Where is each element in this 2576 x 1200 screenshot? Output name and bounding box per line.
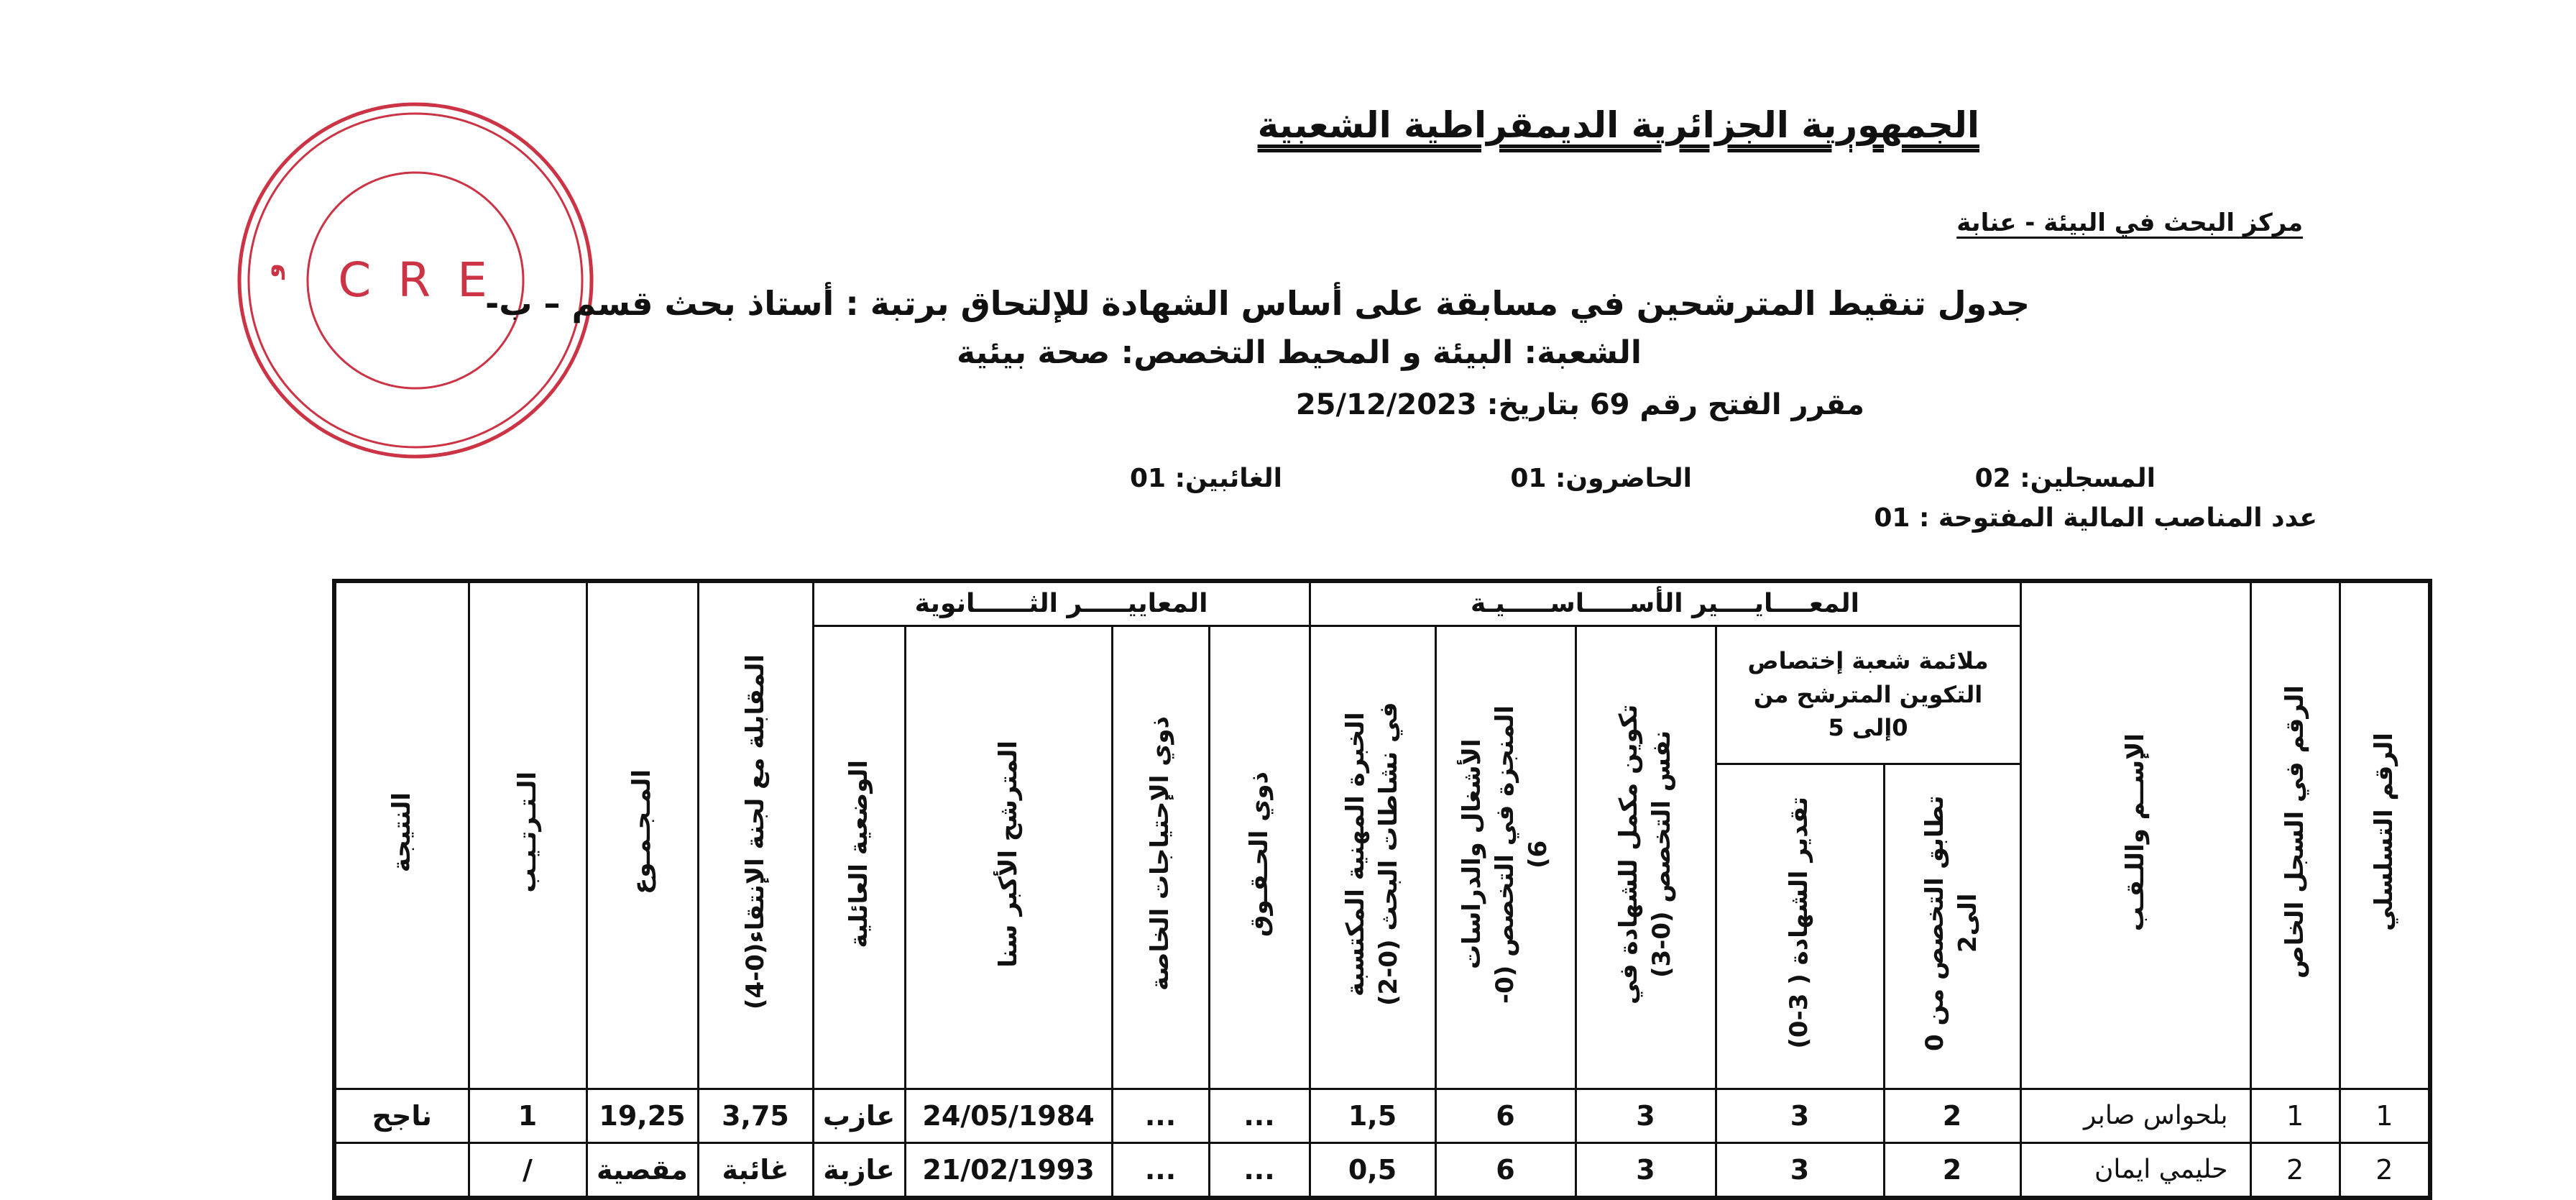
decision-line: مقرر الفتح رقم 69 بتاريخ: 25/12/2023: [1295, 388, 1864, 421]
cell-serial: 2: [2340, 1142, 2430, 1198]
branch-specialty-line: الشعبة: البيئة و المحيط التخصص: صحة بيئية: [956, 334, 1642, 371]
header-secondary-criteria: المعاييـــــر الثــــــانوية: [813, 581, 1310, 626]
open-positions-count: عدد المناصب المالية المفتوحة : 01: [1874, 503, 2317, 533]
header-training: تكوين مكمل للشهادة في نفس التخصص (0-3): [1576, 626, 1716, 1089]
cell-rank: 1: [469, 1089, 586, 1142]
header-total: المـجـمـوع: [586, 581, 698, 1089]
cell-rights: ...: [1209, 1089, 1310, 1142]
cell-register: 2: [2250, 1142, 2340, 1198]
cell-works: 6: [1435, 1089, 1576, 1142]
cell-rank: /: [469, 1142, 586, 1198]
cell-name: بلحواس صابر: [2020, 1089, 2250, 1142]
header-experience: الخبرة المهنية المكتسبة في نشاطات البحث (0-2): [1310, 626, 1435, 1089]
cell-result: ناجح: [334, 1089, 469, 1142]
cell-special-needs: ...: [1112, 1089, 1209, 1142]
absent-count: الغائبين: 01: [1129, 464, 1282, 493]
cell-spec-match: 2: [1884, 1089, 2020, 1142]
scoring-table: [332, 579, 2432, 1200]
table-row: [334, 1142, 2430, 1198]
header-works: الأشغال والدراسات المنجزة في التخصص (0-6): [1435, 626, 1576, 1089]
header-relevance: ملائمة شعبة إختصاص التكوين المترشح من 0إلى 5: [1716, 626, 2020, 764]
scoring-table-wrapper: [332, 579, 2428, 1186]
document-title: جدول تنقيط المترشحين في مسابقة على أساس الشهادة للإلتحاق برتبة : أستاذ بحث قسم – ب-: [485, 284, 2030, 323]
cell-serial: 1: [2340, 1089, 2430, 1142]
cell-works: 6: [1435, 1142, 1576, 1198]
cell-family: عازب: [813, 1089, 905, 1142]
cell-name: حليمي ايمان: [2020, 1142, 2250, 1198]
stamp-center-text: C R E: [338, 252, 493, 308]
header-main-criteria: المعــــايــــير الأســـــاســـــيـة: [1310, 581, 2020, 626]
cell-experience: 0,5: [1310, 1142, 1435, 1198]
header-special-needs: ذوي الإحتياجات الخاصة: [1112, 626, 1209, 1089]
cell-degree-grade: 3: [1716, 1089, 1884, 1142]
header-result: النتيجة: [334, 581, 469, 1089]
header-rank: الـتـرتـيـب: [469, 581, 586, 1089]
cell-experience: 1,5: [1310, 1089, 1435, 1142]
header-oldest: المترشح الأكبر سنا: [905, 626, 1112, 1089]
stamp-seal-icon: [229, 93, 602, 467]
header-interview: المقابلة مع لجنة الإنتقاء(0-4): [698, 581, 813, 1089]
cell-interview: غائبة: [698, 1142, 813, 1198]
cell-result: [334, 1142, 469, 1198]
present-count: الحاضرون: 01: [1510, 464, 1692, 493]
header-name: الإســم واللـقـب: [2020, 581, 2250, 1089]
cell-family: عازبة: [813, 1142, 905, 1198]
stamp-outer-text: و: [256, 262, 287, 279]
cell-training: 3: [1576, 1089, 1716, 1142]
registered-count: المسجلين: 02: [1974, 464, 2156, 493]
cell-spec-match: 2: [1884, 1142, 2020, 1198]
cell-total: 19,25: [586, 1089, 698, 1142]
cell-oldest: 21/02/1993: [905, 1142, 1112, 1198]
header-spec-match: تطابق التخصص من 0 الى2: [1884, 764, 2020, 1089]
official-stamp: [229, 93, 602, 467]
table-row: [334, 1089, 2430, 1142]
cell-register: 1: [2250, 1089, 2340, 1142]
header-rights: ذوي الحـقـوق: [1209, 626, 1310, 1089]
cell-rights: ...: [1209, 1142, 1310, 1198]
cell-interview: 3,75: [698, 1089, 813, 1142]
research-center-name: مركز البحث في البيئة - عنابة: [1956, 209, 2303, 237]
cell-training: 3: [1576, 1142, 1716, 1198]
cell-degree-grade: 3: [1716, 1142, 1884, 1198]
header-family: الوضعية العائلية: [813, 626, 905, 1089]
cell-special-needs: ...: [1112, 1142, 1209, 1198]
republic-heading: الجمهورية الجزائرية الديمقراطية الشعبية: [1257, 104, 1979, 146]
cell-total: مقصية: [586, 1142, 698, 1198]
header-degree-grade: تقدير الشهادة ( 3-0): [1716, 764, 1884, 1089]
header-serial: الرقم التسلسلي: [2340, 581, 2430, 1089]
cell-oldest: 24/05/1984: [905, 1089, 1112, 1142]
header-register: الرقم في السجل الخاص: [2250, 581, 2340, 1089]
